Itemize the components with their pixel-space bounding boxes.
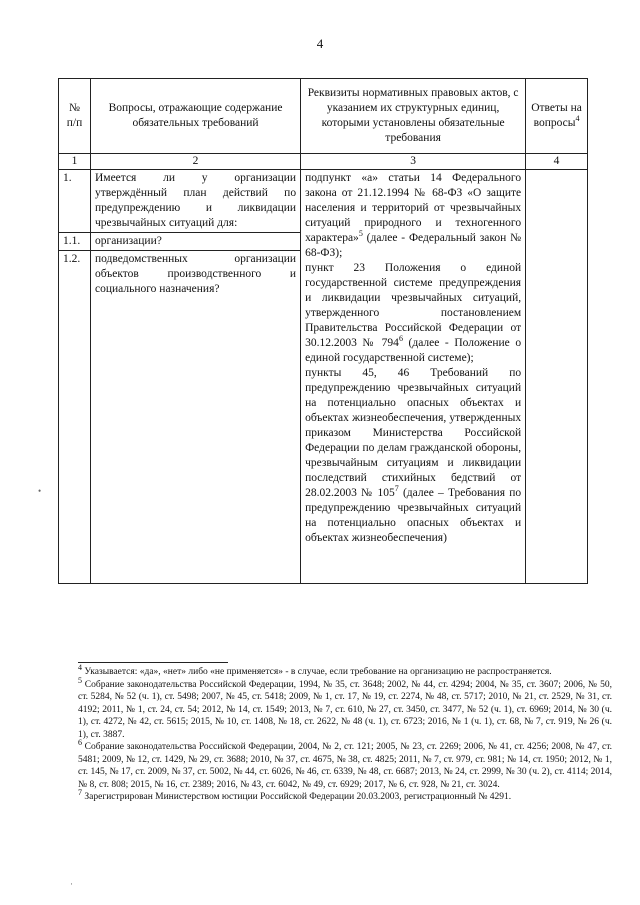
header-answers [526, 79, 588, 154]
answers-cell[interactable] [526, 170, 588, 584]
requisite-text: пункты 45, 46 Требований по предупреждению чрезвычайных ситуаций на потенциально опасных объектах и объектах жизнеобеспечения, утвержденных приказом Министерства Российской Федерации по делам гражданской обороны, чрезвычайным ситуациям и ликвидации последствий стихийных бедствий от 28.02.2003 № 105 [305, 367, 522, 499]
margin-mark: · [70, 879, 73, 889]
row-number: 1. [59, 170, 91, 233]
footnote-ref: 5 [358, 229, 363, 239]
header-num: № п/п [59, 79, 91, 154]
footnote [78, 675, 612, 742]
footnote [78, 787, 612, 804]
requisite-paragraph [305, 261, 521, 366]
footnote-ref: 7 [394, 484, 399, 494]
requisite-paragraph [305, 366, 521, 546]
footnote-text: Собрание законодательства Российской Федерации, 1994, № 35, ст. 3648; 2002, № 44, ст. 4294; 2004, № 35, ст. 3607; 2006, № 50, ст. 5284, № 52 (ч. 1), ст. 5498; 2007, № 45, ст. 5418; 2009, № 1, ст. 17, № 19, ст. 2274, № 48, ст. 5717; 2010, № 21, ст. 2529, № 31, ст. 4192; 2011, № 1, ст. 24, ст. 54; 2012, № 14, ст. 1549; 2013, № 7, ст. 610, № 27, ст. 3450, ст. 3477, № 52 (ч. 1), ст. 6969; 2014, № 30 (ч. 1), ст. 4272, № 42, ст. 5615; 2015, № 10, ст. 1408, № 18, ст. 2622, № 48 (ч. 1), ст. 6723; 2016, № 1 (ч. 1), ст. 68, № 7, ст. 919, № 26 (ч. 1), ст. 3887. [78, 679, 612, 740]
row-number: 1.2. [59, 251, 91, 584]
requisite-text: (далее – Требования по предупреждению чрезвычайных ситуаций на потенциально опасных объектах и объектах жизнеобеспечения) [305, 487, 522, 544]
requisite-text: пункт 23 Положения о единой государственной системе предупреждения и ликвидации чрезвычайных ситуаций, утвержденного постановлением Правительства Российской Федерации от 30.12.2003 № 794 [305, 262, 522, 349]
margin-mark: • [38, 486, 42, 496]
footnote [78, 737, 613, 791]
header-answers-label: Ответы на вопросы [531, 102, 582, 129]
header-requisites: Реквизиты нормативных правовых актов, с указанием их структурных единиц, которыми установлены обязательные требования [301, 79, 526, 154]
footnote-divider [78, 662, 228, 663]
footnote-number: 4 [78, 662, 82, 672]
requisite-text: (далее - Федеральный закон № 68-ФЗ); [305, 232, 522, 259]
page-number: 4 [316, 36, 324, 51]
requisites-cell [301, 170, 526, 584]
row-number: 1.1. [59, 233, 91, 251]
requisite-text: подпункт «а» статьи 14 Федерального закона от 21.12.1994 № 68-ФЗ «О защите населения и территорий от чрезвычайных ситуаций природного и техногенного характера» [305, 172, 522, 244]
column-number: 1 [59, 154, 91, 170]
footnotes [78, 662, 612, 804]
footnote-number: 5 [78, 675, 82, 685]
footnote-text: Собрание законодательства Российской Федерации, 2004, № 2, ст. 121; 2005, № 23, ст. 2269; 2006, № 41, ст. 4256; 2008, № 47, ст. 5481; 2009, № 12, ст. 1429, № 29, ст. 3688; 2010, № 37, ст. 4675, № 38, ст. 4825; 2011, № 7, ст. 979, ст. 981; № 14, ст. 1950; 2012, № 1, ст. 145, № 17, ст. 2009, № 37, ст. 5002, № 44, ст. 6026, № 46, ст. 6339, № 48, ст. 6687; 2013, № 24, ст. 2999, № 30 (ч. 2), ст. 4114; 2014, № 8, ст. 808; 2015, № 16, ст. 2389; 2016, № 43, ст. 6042, № 49, ст. 6929; 2017, № 6, ст. 928, № 21, ст. 3024. [78, 742, 613, 790]
column-number: 4 [526, 154, 588, 170]
footnote-text: Зарегистрирован Министерством юстиции Российской Федерации 20.03.2003, регистрационный № 4291. [84, 792, 512, 802]
table-row [59, 170, 588, 233]
footnote-text: Указывается: «да», «нет» либо «не применяется» - в случае, если требование на организацию не распространяется. [84, 667, 552, 677]
row-question: организации? [90, 233, 300, 251]
footnote-number: 6 [78, 737, 82, 747]
row-question: Имеется ли у организации утверждённый план действий по предупреждению и ликвидации чрезвычайных ситуаций для: [90, 170, 300, 233]
footnote-ref: 6 [398, 334, 403, 344]
requirements-table [58, 78, 588, 584]
header-questions: Вопросы, отражающие содержание обязательных требований [90, 79, 300, 154]
requisite-text: (далее - Положение о единой государственной системе); [305, 337, 522, 364]
column-number: 2 [90, 154, 300, 170]
footnote-number: 7 [78, 787, 82, 797]
footnote [78, 662, 612, 679]
requisite-paragraph [305, 171, 521, 261]
header-answers-footnote-ref: 4 [575, 114, 580, 124]
row-question: подведомственных организации объектов производственного и социального назначения? [90, 251, 300, 584]
column-number: 3 [301, 154, 526, 170]
column-number-row [59, 154, 588, 170]
table-header-row [59, 79, 588, 154]
